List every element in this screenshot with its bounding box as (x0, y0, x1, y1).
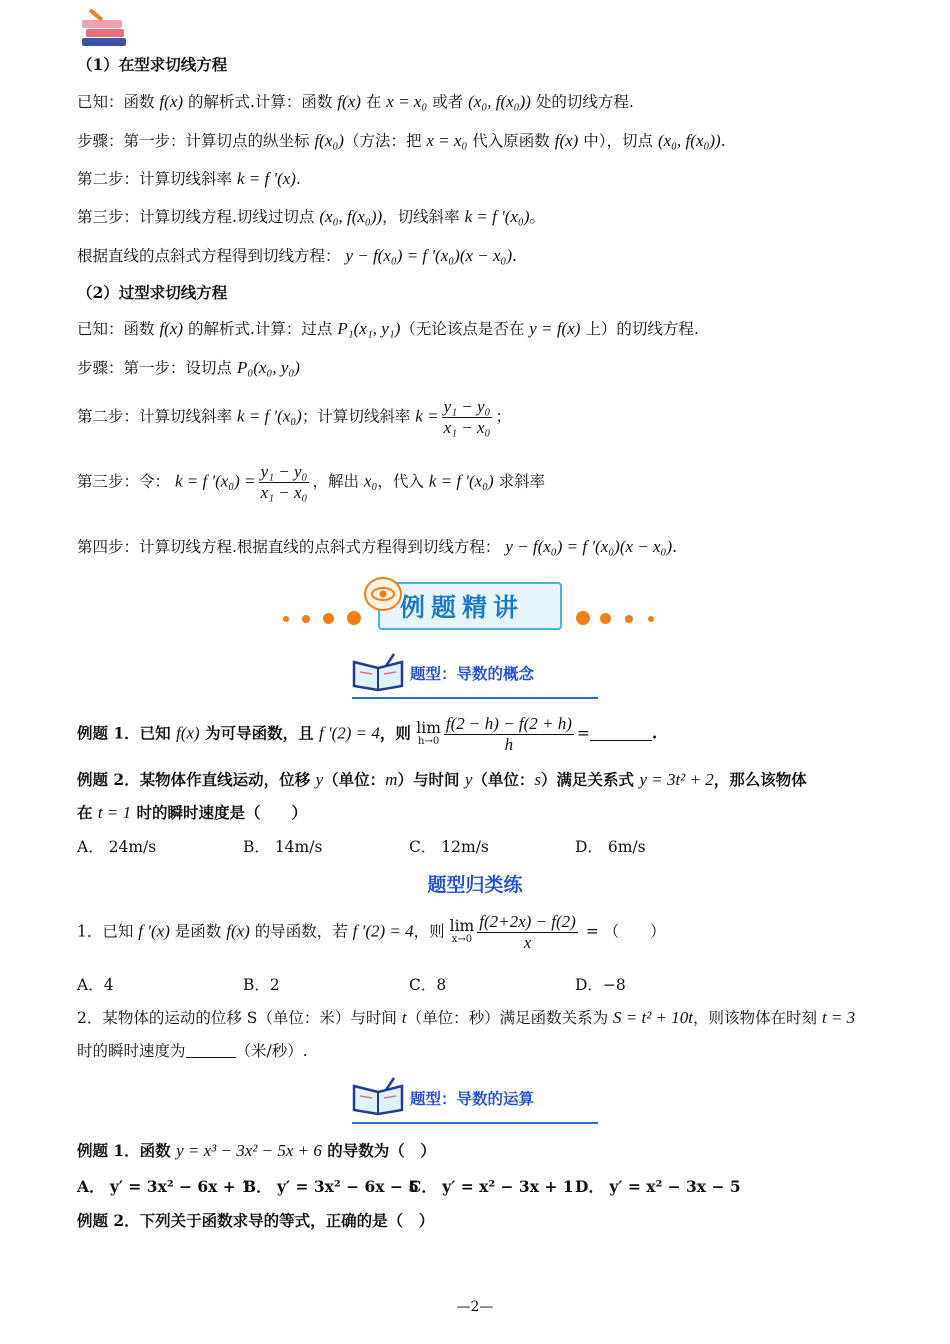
book-icon (350, 1076, 406, 1116)
option-b[interactable]: B． 14m/s (243, 838, 323, 856)
banner-dot (576, 611, 590, 625)
banner-dot (600, 613, 611, 624)
practice-heading: 题型归类练 (427, 874, 523, 896)
section1-underline (352, 697, 598, 699)
banner-title: 例题精讲 (400, 593, 525, 622)
practice-q1-options (77, 975, 741, 995)
practice-q2-line1: 2．某物体的运动的位移 S（单位：米）与时间 t（单位：秒）满足函数关系为 S = t² + 10t，则该物体在时刻 t = 3 (77, 1008, 856, 1027)
practice-fraction: $\frac{f(2+2x) - f(2)}{x}$ (479, 912, 576, 952)
part1-known: 已知：函数 f(x) 的解析式.计算：函数 f(x) 在 x = x₀ 或者 (x₀, f(x₀)) 处的切线方程. (77, 92, 634, 111)
slope-fraction: $\frac{\text{y₁ − y₀}}{\text{x₁ − x₀}}$ (443, 397, 491, 437)
book-icon (350, 652, 406, 692)
limit-fraction: $\frac{f(2 - h) - f(2 + h)}{h}$ (445, 714, 572, 754)
section1-example2-line2: 在 t = 1 时的瞬时速度是（ ） (77, 803, 308, 822)
part1-step1: 步骤：第一步：计算切点的纵坐标 f(x₀)（方法：把 x = x₀ 代入原函数 f(x) 中），切点 (x₀, f(x₀)). (77, 131, 726, 150)
option-b[interactable]: B． y′ = 3x² − 6x − 5 (243, 1177, 420, 1196)
banner-dot (283, 616, 289, 622)
banner-dot (625, 615, 633, 623)
books-logo-icon (78, 8, 130, 50)
part2-known: 已知：函数 f(x) 的解析式.计算：过点 P₁(x₁, y₁)（无论该点是否在 y = f(x) 上）的切线方程. (77, 319, 699, 338)
option-c[interactable]: C． y′ = x² − 3x + 1 (409, 1177, 574, 1196)
part2-step4: 第四步：计算切线方程.根据直线的点斜式方程得到切线方程： y − f(x₀) = f ′(x₀)(x − x₀). (77, 537, 678, 556)
option-a[interactable]: A． y′ = 3x² − 6x + 1 (77, 1177, 252, 1196)
option-a[interactable]: A． 24m/s (77, 838, 157, 856)
section2-underline (352, 1122, 598, 1124)
practice-q2-line2: 时的瞬时速度为 （米/秒）. (77, 1042, 308, 1060)
answer-blank[interactable] (590, 726, 652, 741)
practice-q1: 1．已知 f ′(x) 是函数 f(x) 的导函数，若 f ′(2) = 4，则 lim x→0 $\frac{f(2+2x) - f(2)}{x}$ = （ ） (77, 912, 666, 952)
banner-dot (302, 615, 310, 623)
option-a[interactable]: A．4 (77, 976, 114, 994)
answer-blank[interactable] (186, 1043, 236, 1058)
section2-example2: 例题 2．下列关于函数求导的等式，正确的是（ ） (77, 1211, 435, 1230)
part2-step3: 第三步：令： k = f '(x₀) = $\frac{\text{y₁ − y₀}}{\text{x₁ − x₀}}$ ，解出 x₀，代入 k = f '(x₀) 求斜率 (77, 462, 546, 502)
part1-heading: （1）在型求切线方程 (77, 55, 228, 74)
section1-example1: 例题 1．已知 f(x) 为可导函数，且 f '(2) = 4，则 lim h→0 $\frac{f(2 - h) - f(2 + h)}{h}$ = . (77, 714, 658, 754)
section2-title: 题型：导数的运算 (410, 1090, 535, 1108)
option-d[interactable]: D．−8 (575, 976, 626, 994)
part1-step2: 第二步：计算切线斜率 k = f '(x). (77, 169, 301, 188)
section1-title: 题型：导数的概念 (410, 665, 535, 683)
part1-final: 根据直线的点斜式方程得到切线方程： y − f(x₀) = f '(x₀)(x − x₀). (77, 246, 518, 265)
section1-options (77, 837, 741, 857)
part2-heading: （2）过型求切线方程 (77, 283, 228, 302)
part1-step3: 第三步：计算切线方程.切线过切点 (x₀, f(x₀))，切线斜率 k = f '(x₀)。 (77, 207, 545, 226)
page-number: —2— (456, 1299, 494, 1315)
part2-step1: 步骤：第一步：设切点 P₀(x₀, y₀) (77, 358, 300, 377)
option-b[interactable]: B．2 (243, 976, 280, 994)
option-d[interactable]: D． y′ = x² − 3x − 5 (575, 1177, 741, 1196)
eye-icon (364, 577, 402, 611)
option-c[interactable]: C．8 (409, 976, 447, 994)
banner-dot (648, 616, 654, 622)
banner-dot (347, 611, 361, 625)
banner-dot (323, 613, 334, 624)
option-c[interactable]: C． 12m/s (409, 838, 489, 856)
slope-fraction-2: $\frac{\text{y₁ − y₀}}{\text{x₁ − x₀}}$ (260, 462, 308, 502)
section2-example1: 例题 1．函数 y = x³ − 3x² − 5x + 6 的导数为（ ） (77, 1141, 436, 1160)
option-d[interactable]: D． 6m/s (575, 838, 646, 856)
section2-options (77, 1177, 741, 1197)
part2-step2: 第二步：计算切线斜率 k = f '(x₀)；计算切线斜率 k = $\frac{\text{y₁ − y₀}}{\text{x₁ − x₀}}$ ； (77, 397, 511, 437)
section1-example2-line1: 例题 2．某物体作直线运动，位移 y（单位：m）与时间 y（单位：s）满足关系式 y = 3t² + 2，那么该物体 (77, 770, 807, 789)
